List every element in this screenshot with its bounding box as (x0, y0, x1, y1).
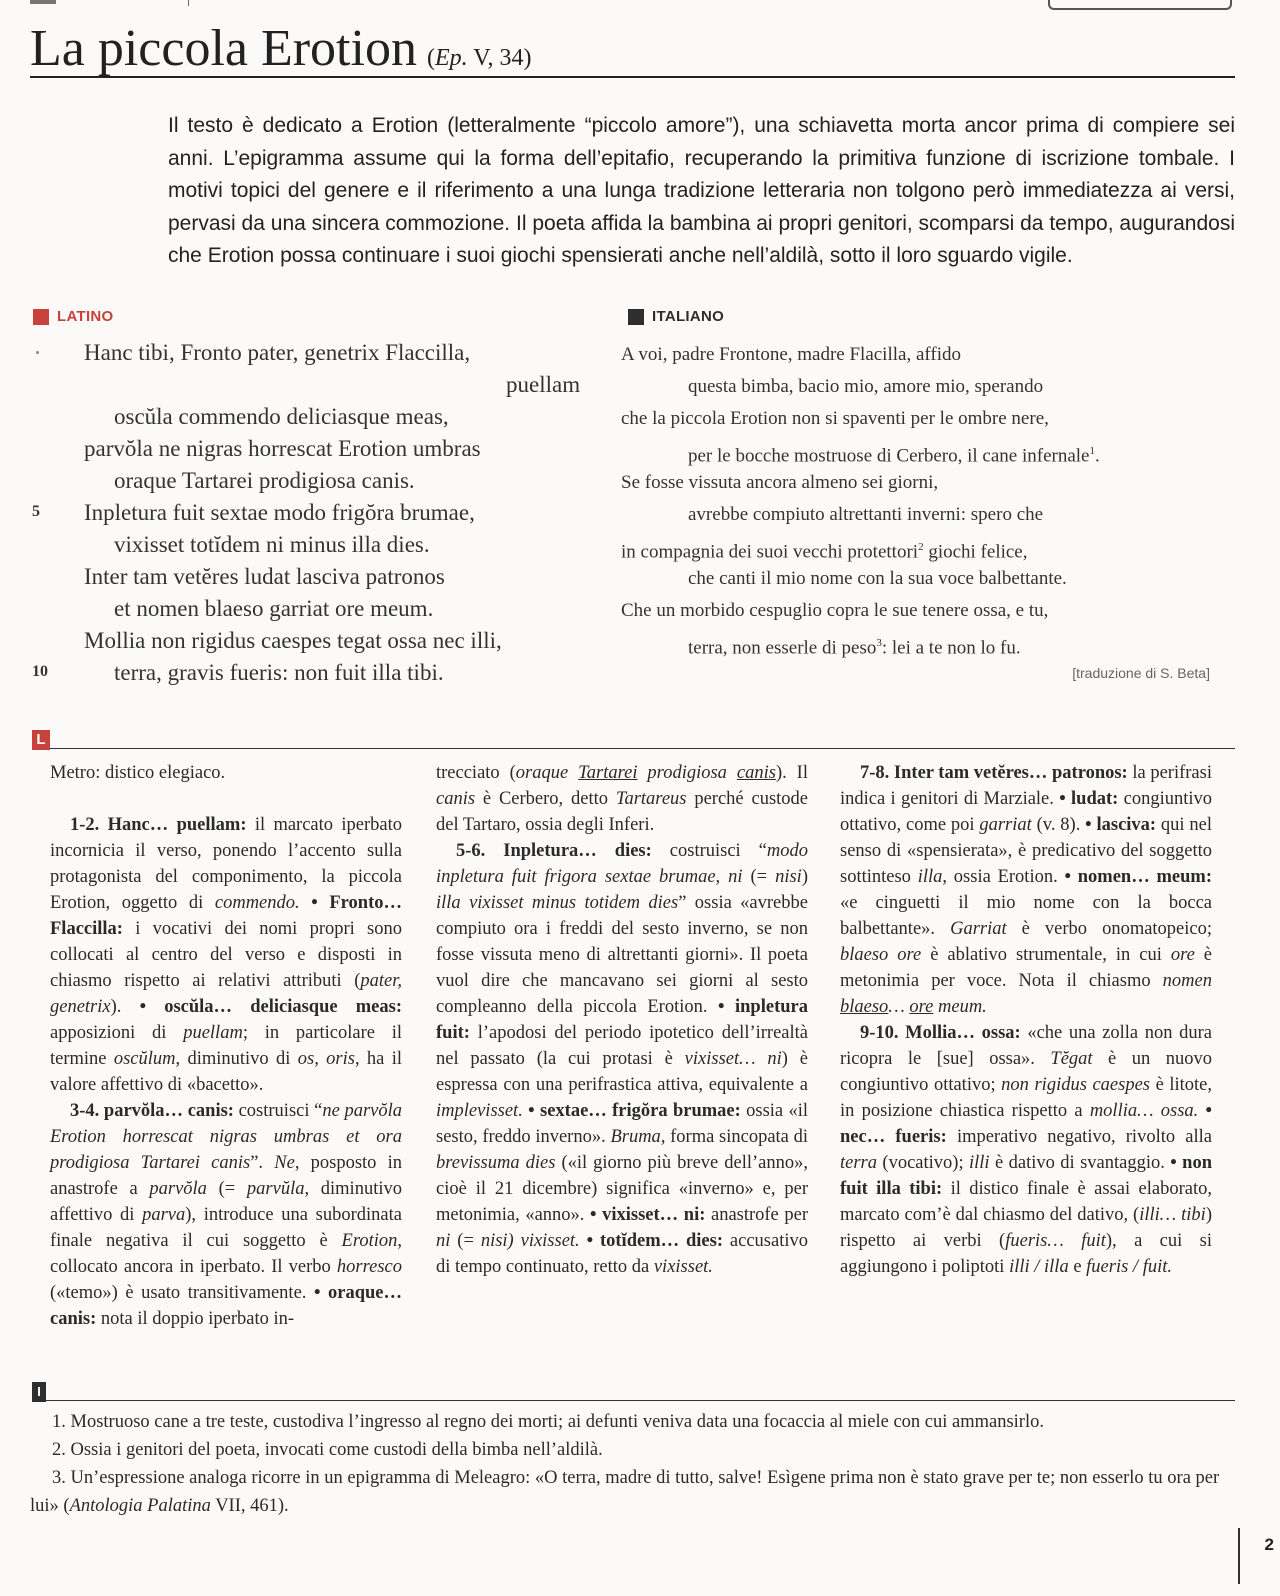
note-3-4-cont: trecciato (oraque Tartarei prodigiosa canis). Il canis è Cerbero, detto Tartareus perché custode del Tartaro, ossia degli Inferi. (436, 763, 808, 835)
notes-label-box: I (32, 1382, 46, 1402)
italian-line-3: che la piccola Erotion non si spaventi per le ombre nere, (621, 408, 1049, 429)
latin-line-5: Inpletura fuit sextae modo frigŏra brumae, (84, 500, 475, 525)
italian-line-7: in compagnia dei suoi vecchi protettori$^2$ giochi felice, (621, 541, 1028, 563)
page-number-bar (1238, 1528, 1240, 1584)
latin-section-label: LATINO (33, 308, 114, 325)
italian-line-1: A voi, padre Frontone, madre Flacilla, affido (621, 344, 961, 365)
footnote-1: 1. Mostruoso cane a tre teste, custodiva l’ingresso al regno dei morti; ai defunti veniva data una focaccia al miele con cui ammansirlo. (52, 1412, 1044, 1432)
page-number: 2 (1264, 1535, 1274, 1554)
latin-line-7: Inter tam vetĕres ludat lasciva patronos (84, 564, 445, 589)
notes-rule (46, 1400, 1235, 1401)
translation-credit: [traduzione di S. Beta] (1072, 665, 1210, 681)
top-edge-tick (188, 0, 189, 6)
latin-line-6: vixisset totĭdem ni minus illa dies. (114, 532, 430, 557)
page-title (30, 18, 1235, 78)
italian-line-6: avrebbe compiuto altrettanti inverni: spero che (688, 504, 1044, 525)
footnote-2: 2. Ossia i genitori del poeta, invocati come custodi della bimba nell’aldilà. (52, 1440, 603, 1460)
latin-line-8: et nomen blaeso garriat ore meum. (114, 596, 434, 621)
latin-line-2: oscŭla commendo deliciasque meas, (114, 404, 449, 429)
italian-line-4: per le bocche mostruose di Cerbero, il cane infernale$^1$. (688, 445, 1100, 467)
margin-dot (36, 351, 39, 354)
line-number-5: 5 (32, 503, 40, 520)
commentary-rule (50, 748, 1235, 749)
metro-note: Metro: distico elegiaco. (50, 763, 226, 783)
footnotes (30, 1408, 1235, 1520)
italian-line-9: Che un morbido cespuglio copra le sue tenere ossa, e tu, (621, 600, 1049, 621)
note-1-2: 1-2. Hanc… puellam: il marcato iperbato incornicia il verso, ponendo l’accento sulla protagonista del componimento, la piccola Erotion, oggetto di commendo. • Fronto… Flaccilla: i vocativi dei nomi propri sono collocati al centro del verso e disposti in chiasmo rispetto ai relativi attributi (pater, genetrix). • oscŭla… deliciasque meas: apposizioni di puellam; in particolare il termine oscŭlum, diminutivo di os, oris, ha il valore affettivo di «bacetto». (50, 815, 403, 1095)
latin-line-4: oraque Tartarei prodigiosa canis. (114, 468, 415, 493)
italian-line-8: che canti il mio nome con la sua voce balbettante. (688, 568, 1067, 589)
latin-line-9: Mollia non rigidus caespes tegat ossa nec illi, (84, 628, 502, 653)
top-edge-mark (30, 0, 56, 4)
note-9-10: 9-10. Mollia… ossa: «che una zolla non dura ricopra le [sue] ossa». Tĕgat è un nuovo congiuntivo ottativo; non rigidus caespes è litote, in posizione chiastica rispetto a mollia… ossa. • nec… fueris: imperativo negativo, rivolto alla terra (vocativo); illi è dativo di svantaggio. • non fuit illa tibi: il distico finale è assai elaborato, marcato com’è dal chiasmo del dativo, (illi… tibi) rispetto ai verbi (fueris… fuit), a cui si aggiungono i poliptoti illi / illa e fueris / fuit. (840, 1023, 1213, 1277)
note-5-6: 5-6. Inpletura… dies: costruisci “modo inpletura fuit frigora sextae brumae, ni (= nisi) illa vixisset minus totidem dies” ossia «avrebbe compiuto ora i freddi del sesto inverno, se non fosse vissuta meno di altrettanti giorni». Il poeta vuol dire che mancavano sei giorni al sesto compleanno della piccola Erotion. • inpletura fuit: l’apodosi del periodo ipotetico dell’irrealtà nel passato (la cui protasi è vixisset… ni) è espressa con una perifrastica attiva, equivalente a implevisset. • sextae… frigŏra brumae: ossia «il sesto, freddo inverno». Bruma, forma sincopata di brevissuma dies («il giorno più breve dell’anno», cioè il 21 dicembre) significa «inverno» e, per metonimia, «anno». • vixisset… ni: anastrofe per ni (= nisi) vixisset. • totĭdem… dies: accusativo di tempo continuato, retto da vixisset. (436, 841, 809, 1277)
commentary-column-1 (50, 760, 402, 1332)
note-3-4: 3-4. parvŏla… canis: costruisci “ne parvŏla Erotion horrescat nigras umbras et ora prodigiosa Tartarei canis”. Ne, posposto in anastrofe a parvŏla (= parvŭla, diminutivo affettivo di parva), introduce una subordinata finale negativa il cui soggetto è Erotion, collocato ancora in iperbato. Il verbo horresco («temo») è usato transitivamente. • oraque… canis: nota il doppio iperbato in- (50, 1101, 402, 1329)
italian-section-label: ITALIANO (628, 308, 724, 325)
italian-line-10: terra, non esserle di peso$^3$: lei a te non lo fu. (688, 637, 1021, 659)
latin-line-3: parvŏla ne nigras horrescat Erotion umbras (84, 436, 481, 461)
title-reference: (Ep. V, 34) (426, 45, 532, 71)
red-square-icon (33, 309, 49, 325)
title-text: La piccola Erotion (30, 20, 417, 77)
commentary-column-3 (840, 760, 1212, 1280)
line-number-10: 10 (32, 663, 48, 680)
italian-line-2: questa bimba, bacio mio, amore mio, sperando (688, 376, 1044, 397)
latin-line-10: terra, gravis fueris: non fuit illa tibi. (114, 660, 444, 685)
commentary-label-box: L (32, 730, 50, 750)
italian-line-5: Se fosse vissuta ancora almeno sei giorni, (621, 472, 939, 493)
top-edge-tab (1048, 0, 1232, 10)
dark-square-icon (628, 309, 644, 325)
intro-paragraph: Il testo è dedicato a Erotion (letteralmente “piccolo amore”), una schiavetta morta ancor prima di compiere sei anni. L’epigramma assume qui la forma dell’epitafio, recuperando la primitiva funzione di iscrizione tombale. I motivi topici del genere e il riferimento a una lunga tradizione letteraria non tolgono però immediatezza ai versi, pervasi da una sincera commozione. Il poeta affida la bambina ai propri genitori, scomparsi da tempo, augurandosi che Erotion possa continuare i suoi giochi spensierati anche nell’aldilà, sotto il loro sguardo vigile. (168, 114, 1235, 267)
latin-line-1-cont: puellam (506, 372, 581, 397)
footnote-3: 3. Un’espressione analoga ricorre in un epigramma di Meleagro: «O terra, madre di tutto, salve! Esìgene prima non è stato grave per te; non esserlo tu ora per lui» (Antologia Palatina VII, 461). (30, 1468, 1220, 1516)
note-7-8: 7-8. Inter tam vetĕres… patronos: la perifrasi indica i genitori di Marziale. • ludat: congiuntivo ottativo, come poi garriat (v. 8). • lasciva: qui nel senso di «spensierata», è predicativo del soggetto sottinteso illa, ossia Erotion. • nomen… meum: «e cinguetti il mio nome con la bocca balbettante». Garriat è verbo onomatopeico; blaeso ore è ablativo strumentale, in cui ore è metonimia per voce. Nota il chiasmo nomen blaeso… ore meum. (840, 763, 1213, 1017)
latin-line-1: Hanc tibi, Fronto pater, genetrix Flaccilla, (84, 340, 471, 365)
commentary-column-2 (436, 760, 808, 1280)
